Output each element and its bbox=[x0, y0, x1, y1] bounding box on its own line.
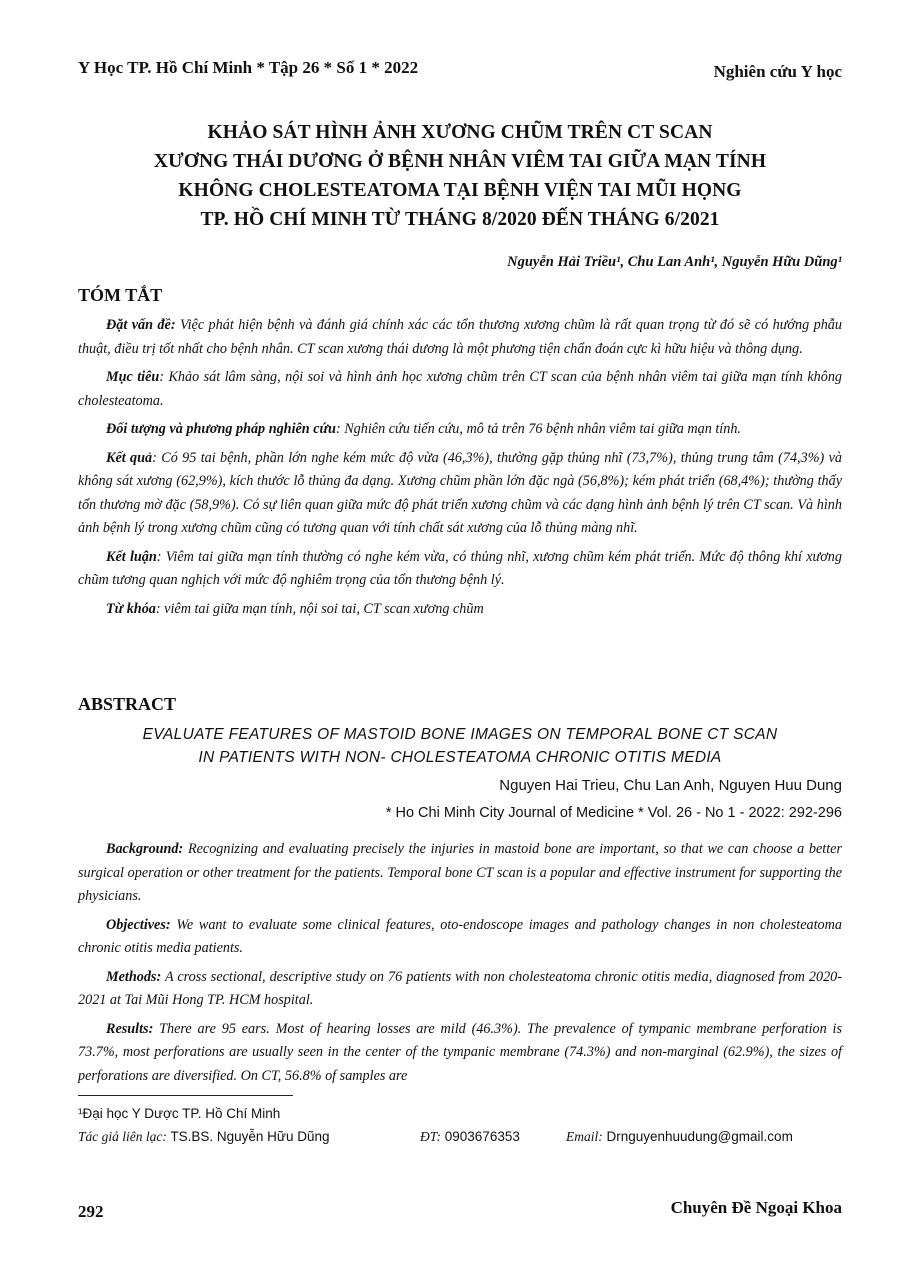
contact-phone: ĐT: 0903676353 bbox=[420, 1129, 520, 1144]
summary-paragraph: Đặt vấn đề: Việc phát hiện bệnh và đánh giá chính xác các tổn thương xương chũm là rất quan trọng từ đó sẽ có hướng phẫu thuật, điều trị tốt nhất cho bệnh nhân. CT scan xương thái dương là một phương tiện chẩn đoán cực kì hữu hiệu và thông dụng. bbox=[78, 317, 842, 357]
summary-body bbox=[78, 314, 842, 626]
summary-heading: TÓM TẮT bbox=[78, 285, 163, 305]
contact-email: Email: Drnguyenhuudung@gmail.com bbox=[566, 1129, 793, 1144]
title-line: KHÔNG CHOLESTEATOMA TẠI BỆNH VIỆN TAI MŨI HỌNG bbox=[178, 180, 742, 201]
contact-name: TS.BS. Nguyễn Hữu Dũng bbox=[166, 1129, 330, 1144]
authors-en: Nguyen Hai Trieu, Chu Lan Anh, Nguyen Huu Dung bbox=[499, 777, 842, 794]
abstract-title-line: IN PATIENTS WITH NON- CHOLESTEATOMA CHRONIC OTITIS MEDIA bbox=[198, 749, 722, 766]
article-title bbox=[78, 118, 842, 234]
summary-paragraph: Kết quả: Có 95 tai bệnh, phần lớn nghe kém mức độ vừa (46,3%), thường gặp thủng nhĩ (73,7%), thủng trung tâm (74,3%) và không sát xương (62,9%), kích thước lỗ thủng đa dạng. Xương chũm phần lớn đặc ngà (56,8%); kém phát triển (68,4%); thường thấy tổn thương mờ đặc (58,9%). Có sự liên quan giữa mức độ phát triển xương chũm và các dạng hình ảnh bệnh lý trên CT scan. Và hình ảnh bệnh lý trong xương chũm cũng có tương quan với tính chất sát xương của lỗ thủng màng nhĩ. bbox=[78, 449, 842, 536]
summary-paragraph: Kết luận: Viêm tai giữa mạn tính thường có nghe kém vừa, có thủng nhĩ, xương chũm kém phát triển. Mức độ thông khí xương chũm tương quan nghịch với mức độ nghiêm trọng của tổn thương bệnh lý. bbox=[78, 548, 842, 588]
title-line: TP. HỒ CHÍ MINH TỪ THÁNG 8/2020 ĐẾN THÁNG 6/2021 bbox=[200, 209, 720, 230]
summary-paragraph: Đối tượng và phương pháp nghiên cứu: Nghiên cứu tiến cứu, mô tả trên 76 bệnh nhân viêm tai giữa mạn tính. bbox=[106, 421, 741, 437]
abstract-heading: ABSTRACT bbox=[78, 694, 177, 714]
journal-reference: * Ho Chi Minh City Journal of Medicine * Vol. 26 - No 1 - 2022: 292-296 bbox=[385, 805, 842, 821]
abstract-title bbox=[78, 723, 842, 769]
authors-vi: Nguyễn Hải Triều¹, Chu Lan Anh¹, Nguyễn Hữu Dũng¹ bbox=[507, 254, 842, 270]
abstract-paragraph: Background: Recognizing and evaluating precisely the injuries in mastoid bone are important, so that we can choose a better surgical operation or other treatment for the patients. Temporal bone CT scan is a popular and effective instrument for supporting the physicians. bbox=[78, 841, 842, 904]
journal-page bbox=[78, 0, 842, 1279]
page-number: 292 bbox=[78, 1202, 104, 1221]
abstract-paragraph: Objectives: We want to evaluate some clinical features, oto-endoscope images and pathology changes in non cholesteatoma chronic otitis media patients. bbox=[78, 916, 842, 956]
section-label: Nghiên cứu Y học bbox=[713, 62, 842, 81]
journal-citation: Y Học TP. Hồ Chí Minh * Tập 26 * Số 1 * 2022 bbox=[78, 58, 419, 77]
footnote-affiliation: ¹Đại học Y Dược TP. Hồ Chí Minh bbox=[78, 1106, 281, 1121]
footer-section: Chuyên Đề Ngoại Khoa bbox=[670, 1198, 842, 1217]
abstract-paragraph: Results: There are 95 ears. Most of hearing losses are mild (46.3%). The prevalence of tympanic membrane perforation is 73.7%, most perforations are usually seen in the center of the tympanic membrane (74.3%) and non-marginal (62.9%), the sizes of perforations are diversified. On CT, 56.8% of samples are bbox=[78, 1020, 842, 1084]
abstract-title-line: EVALUATE FEATURES OF MASTOID BONE IMAGES ON TEMPORAL BONE CT SCAN bbox=[142, 726, 778, 743]
footnote-contact: Tác giả liên lạc: TS.BS. Nguyễn Hữu Dũng ĐT: 0903676353 Email: Drnguyenhuudung@gmail.com bbox=[78, 1129, 793, 1144]
summary-paragraph: Mục tiêu: Khảo sát lâm sàng, nội soi và hình ảnh học xương chũm trên CT scan của bệnh nhân viêm tai giữa mạn tính không cholesteatoma. bbox=[78, 369, 843, 409]
title-line: XƯƠNG THÁI DƯƠNG Ở BỆNH NHÂN VIÊM TAI GIỮA MẠN TÍNH bbox=[153, 151, 767, 172]
running-header bbox=[78, 58, 842, 84]
keywords: Từ khóa: viêm tai giữa mạn tính, nội soi tai, CT scan xương chũm bbox=[106, 600, 484, 617]
title-line: KHẢO SÁT HÌNH ẢNH XƯƠNG CHŨM TRÊN CT SCAN bbox=[207, 122, 713, 143]
abstract-paragraph: Methods: A cross sectional, descriptive study on 76 patients with non cholesteatoma chronic otitis media, diagnosed from 2020-2021 at Tai Mũi Hong TP. HCM hospital. bbox=[78, 968, 842, 1008]
footnote-divider bbox=[78, 1095, 293, 1096]
abstract-body bbox=[78, 838, 842, 1093]
